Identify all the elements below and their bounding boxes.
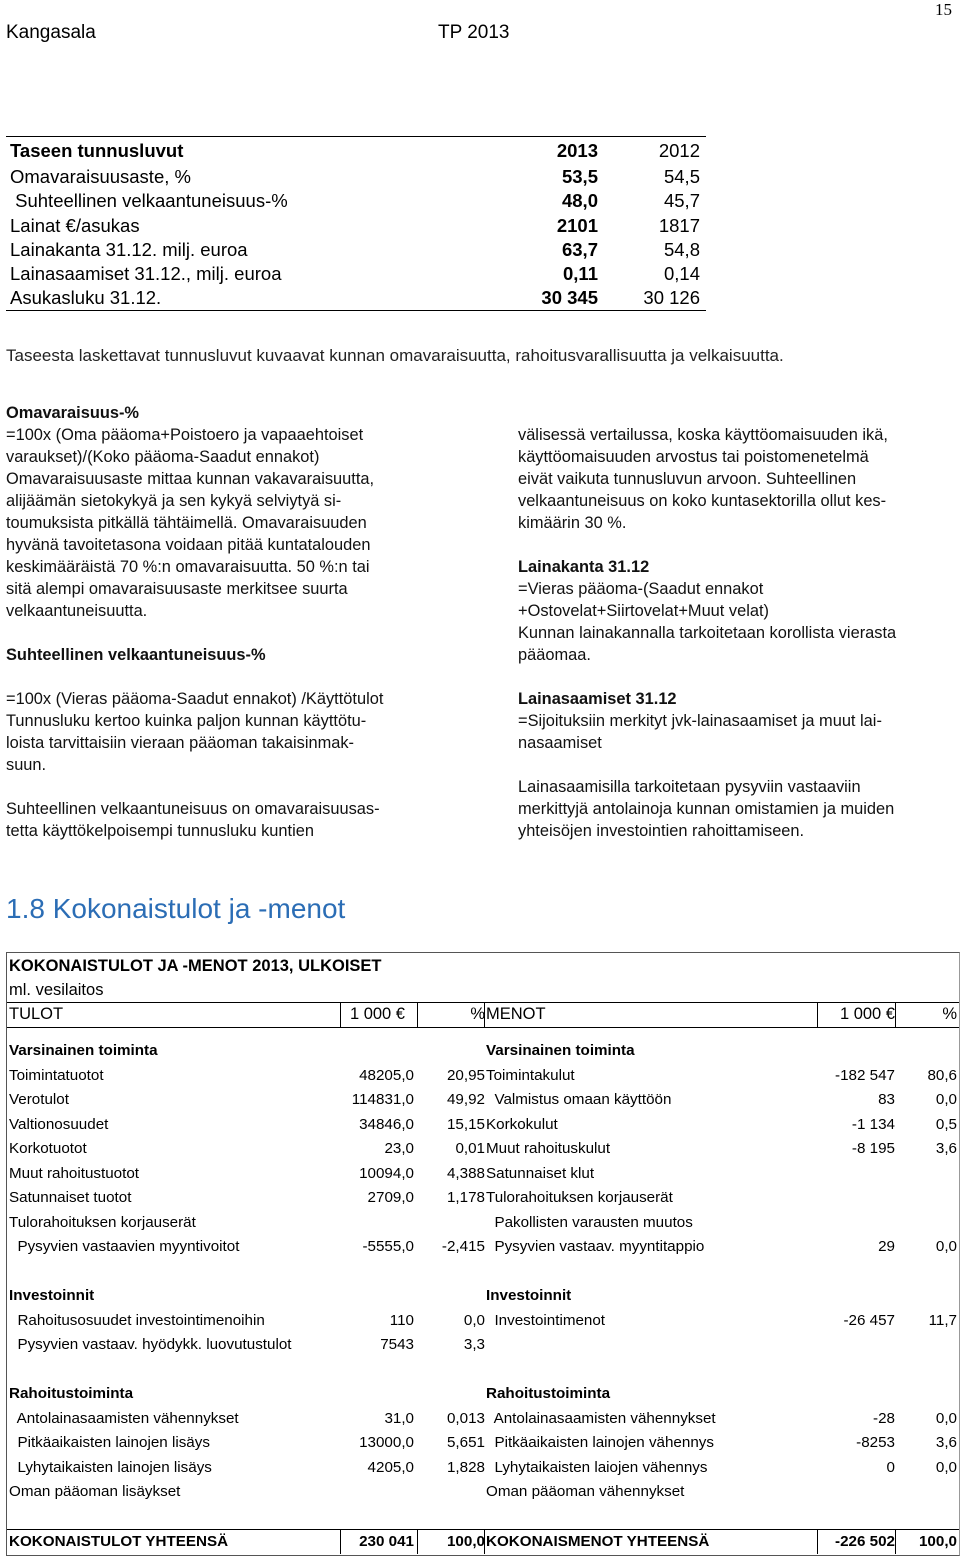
key-figure-label: Lainakanta 31.12. milj. euroa	[10, 238, 248, 260]
ke-table-row	[7, 1186, 959, 1211]
ke-table-row	[7, 1382, 959, 1407]
expense-label: Muut rahoituskulut	[486, 1140, 611, 1157]
text-line: suun.	[6, 756, 47, 774]
text-line: Omavaraisuusaste mittaa kunnan vakavaraisuutta,	[6, 470, 375, 488]
key-figure-2013: 53,5	[561, 166, 598, 188]
income-value: 10094,0	[359, 1164, 414, 1182]
ke-header-unit-left: 1 000 €	[349, 1005, 405, 1023]
ke-table-row	[7, 1137, 959, 1162]
income-pct: 0,013	[446, 1409, 485, 1427]
total-expense-label: KOKONAISMENOT YHTEENSÄ	[486, 1533, 710, 1550]
income-label: Rahoitustoiminta	[9, 1385, 134, 1402]
income-value: 31,0	[384, 1409, 414, 1427]
income-pct: 20,95	[446, 1066, 485, 1084]
right-text-column	[518, 424, 958, 842]
income-pct: -2,415	[441, 1238, 485, 1255]
text-line: nasaamiset	[518, 734, 602, 752]
ke-vline	[340, 1002, 341, 1027]
income-label: Oman pääoman lisäykset	[9, 1483, 181, 1500]
income-expenditure-table	[6, 952, 960, 1556]
ke-header-unit-right: 1 000 €	[839, 1005, 895, 1023]
key-figure-2013: 30 345	[541, 287, 598, 309]
income-value: 4205,0	[367, 1458, 414, 1476]
expense-pct: 0,0	[935, 1409, 957, 1427]
text-line: sitä alempi omavaraisuusaste merkitsee suurta	[6, 580, 348, 598]
income-label: Lyhytaikaisten lainojen lisäys	[9, 1458, 212, 1476]
ke-table-row	[7, 1113, 959, 1138]
expense-pct: 0,0	[935, 1238, 957, 1255]
ke-header-menot: MENOT	[486, 1005, 546, 1023]
income-label: Muut rahoitustuotot	[9, 1164, 140, 1182]
expense-pct: 0,0	[935, 1091, 957, 1108]
section-title: 1.8 Kokonaistulot ja -menot	[6, 893, 346, 924]
text-line: yhteisöjen investointien rahoittamiseen.	[518, 822, 805, 840]
income-label: Toimintatuotot	[9, 1066, 104, 1084]
expense-value: 0	[886, 1458, 895, 1476]
text-line: kimäärin 30 %.	[518, 514, 627, 532]
income-label: Valtionosuudet	[9, 1115, 109, 1133]
key-figure-2013: 2101	[556, 214, 598, 236]
income-label: Verotulot	[9, 1091, 69, 1108]
ke-table-row	[7, 1088, 959, 1113]
text-line: +Ostovelat+Siirtovelat+Muut velat)	[518, 602, 769, 620]
text-line: Lainasaamisilla tarkoitetaan pysyviin vastaaviin	[518, 778, 861, 796]
text-line: Suhteellinen velkaantuneisuus on omavaraisuusas-	[6, 800, 380, 818]
ke-table-row	[7, 1260, 959, 1285]
expense-value: 29	[878, 1238, 895, 1255]
expense-label: Pakollisten varausten muutos	[486, 1213, 693, 1231]
key-figure-2012: 54,8	[663, 238, 700, 260]
ke-vline	[817, 1529, 818, 1554]
expense-pct: 80,6	[927, 1066, 957, 1084]
expense-label: Pysyvien vastaav. myyntitappio	[486, 1238, 705, 1255]
income-value: 2709,0	[367, 1189, 414, 1206]
expense-value: -182 547	[835, 1066, 895, 1084]
key-figure-row	[6, 262, 706, 286]
expense-label: Oman pääoman vähennykset	[486, 1483, 685, 1500]
ke-table-row	[7, 1064, 959, 1089]
key-figures-header	[6, 139, 706, 163]
income-pct: 0,01	[455, 1140, 485, 1157]
ke-vline	[895, 1002, 896, 1027]
expense-label: Pitkäaikaisten lainojen vähennys	[486, 1434, 714, 1451]
heading-lainakanta: Lainakanta 31.12	[518, 558, 650, 576]
expense-label: Tulorahoituksen korjauserät	[486, 1189, 673, 1206]
key-figure-row	[6, 165, 706, 189]
ke-title: KOKONAISTULOT JA -MENOT 2013, ULKOISET	[9, 957, 382, 975]
income-value: 114831,0	[351, 1091, 414, 1108]
income-label: Korkotuotot	[9, 1140, 87, 1157]
income-pct: 1,828	[446, 1458, 485, 1476]
expense-label: Lyhytaikaisten laiojen vähennys	[486, 1458, 708, 1476]
expense-label: Rahoitustoiminta	[486, 1385, 611, 1402]
ke-vline	[340, 1529, 341, 1554]
expense-value: -1 134	[851, 1115, 895, 1133]
total-income-value: 230 041	[359, 1533, 414, 1550]
key-figure-label: Suhteellinen velkaantuneisuus-%	[10, 190, 288, 212]
key-figure-row	[6, 189, 706, 213]
header-plan: TP 2013	[438, 22, 510, 43]
heading-omavaraisuus: Omavaraisuus-%	[6, 404, 140, 422]
key-figure-2012: 30 126	[643, 287, 700, 309]
ke-table-row	[7, 1333, 959, 1358]
key-figure-label: Omavaraisuusaste, %	[10, 166, 191, 188]
income-value: 23,0	[384, 1140, 414, 1157]
expense-pct: 3,6	[935, 1434, 957, 1451]
text-line: välisessä vertailussa, koska käyttöomaisuuden ikä,	[518, 426, 888, 444]
header-municipality: Kangasala	[6, 22, 96, 43]
expense-pct: 3,6	[935, 1140, 957, 1157]
ke-header-pct-right: %	[942, 1005, 957, 1023]
key-figure-label: Lainat €/asukas	[10, 214, 140, 236]
ke-vline	[817, 1002, 818, 1027]
income-value: -5555,0	[362, 1238, 414, 1255]
key-figure-label: Lainasaamiset 31.12., milj. euroa	[10, 263, 282, 285]
page-number: 15	[935, 0, 952, 19]
key-figure-2012: 0,14	[663, 263, 700, 285]
text-line: varaukset)/(Koko pääoma-Saadut ennakot)	[6, 448, 320, 466]
income-pct: 49,92	[446, 1091, 485, 1108]
ke-vline	[417, 1002, 418, 1027]
income-value: 13000,0	[359, 1434, 414, 1451]
ke-table-row	[7, 1431, 959, 1456]
text-line: Tunnusluku kertoo kuinka paljon kunnan käyttötu-	[6, 712, 367, 730]
text-line: keskimääräistä 70 %:n omavaraisuutta. 50 %:n tai	[6, 558, 370, 576]
income-value: 7543	[380, 1336, 414, 1353]
key-figure-2012: 54,5	[663, 166, 700, 188]
key-figures-title: Taseen tunnusluvut	[10, 140, 184, 162]
expense-pct: 0,5	[935, 1115, 957, 1133]
ke-vline	[484, 1002, 485, 1027]
text-line: toumuksista pitkällä tähtäimellä. Omavaraisuuden	[6, 514, 367, 532]
ke-table-row	[7, 1407, 959, 1432]
income-label: Rahoitusosuudet investointimenoihin	[9, 1311, 265, 1329]
key-figure-label: Asukasluku 31.12.	[10, 287, 162, 309]
key-figure-2012: 1817	[658, 214, 700, 236]
expense-value: -28	[873, 1409, 895, 1427]
ke-table-row	[7, 1456, 959, 1481]
expense-label: Varsinainen toiminta	[486, 1042, 635, 1059]
key-figure-row	[6, 214, 706, 238]
income-label: Antolainasaamisten vähennykset	[9, 1409, 239, 1427]
income-label: Pysyvien vastaavien myyntivoitot	[9, 1238, 240, 1255]
expense-label: Korkokulut	[486, 1115, 558, 1133]
expense-pct: 0,0	[935, 1458, 957, 1476]
expense-value: -8 195	[851, 1140, 895, 1157]
ke-subtitle: ml. vesilaitos	[9, 981, 104, 999]
text-line: =100x (Vieras pääoma-Saadut ennakot) /Käyttötulot	[6, 690, 384, 708]
income-pct: 15,15	[446, 1115, 485, 1133]
heading-lainasaamiset: Lainasaamiset 31.12	[518, 690, 677, 708]
income-pct: 4,388	[446, 1164, 485, 1182]
ke-title-row	[7, 954, 959, 979]
key-figure-2012: 45,7	[663, 190, 700, 212]
heading-suhteellinen: Suhteellinen velkaantuneisuus-%	[6, 646, 266, 664]
year-2012: 2012	[658, 140, 700, 162]
ke-header-bottom-line	[7, 1027, 959, 1028]
ke-vline	[417, 1529, 418, 1554]
key-figures-table	[6, 136, 706, 311]
ke-table-row	[7, 1162, 959, 1187]
income-label: Pitkäaikaisten lainojen lisäys	[9, 1434, 210, 1451]
total-income-label: KOKONAISTULOT YHTEENSÄ	[9, 1533, 229, 1550]
income-label: Pysyvien vastaav. hyödykk. luovutustulot	[9, 1336, 292, 1353]
ke-table-row	[7, 1235, 959, 1260]
expense-value: -8253	[856, 1434, 895, 1451]
expense-label: Investointimenot	[486, 1311, 606, 1329]
text-line: velkaantuneisuus on koko kuntasektorilla ollut kes-	[518, 492, 887, 510]
text-line: velkaantuneisuutta.	[6, 602, 148, 620]
income-label: Investoinnit	[9, 1287, 95, 1304]
expense-label: Toimintakulut	[486, 1066, 575, 1084]
ke-table-row	[7, 1039, 959, 1064]
text-line: =100x (Oma pääoma+Poistoero ja vapaaehtoiset	[6, 426, 364, 444]
text-line: käyttöomaisuuden arvostus tai poistomenetelmä	[518, 448, 869, 466]
income-pct: 5,651	[446, 1434, 485, 1451]
income-pct: 0,0	[463, 1311, 485, 1329]
text-line: pääomaa.	[518, 646, 591, 664]
total-income-pct: 100,0	[446, 1533, 485, 1550]
income-value: 48205,0	[359, 1066, 414, 1084]
text-line: =Sijoituksiin merkityt jvk-lainasaamiset ja muut lai-	[518, 712, 882, 730]
expense-pct: 11,7	[928, 1311, 957, 1329]
expense-value: 83	[878, 1091, 895, 1108]
ke-table-row	[7, 1211, 959, 1236]
ke-header-pct-left: %	[470, 1005, 485, 1023]
key-figure-row	[6, 238, 706, 262]
ke-subtitle-row	[7, 978, 959, 1003]
key-figure-2013: 63,7	[561, 238, 598, 260]
text-line: eivät vaikuta tunnusluvun arvoon. Suhteellinen	[518, 470, 857, 488]
income-value: 34846,0	[359, 1115, 414, 1133]
text-line: hyvänä tavoitetasona voidaan pitää kuntatalouden	[6, 536, 371, 554]
income-label: Varsinainen toiminta	[9, 1042, 158, 1059]
intro-text: Taseesta laskettavat tunnusluvut kuvaavat kunnan omavaraisuutta, rahoitusvarallisuutta ja velkaisuutta.	[6, 346, 784, 365]
income-pct: 3,3	[463, 1336, 485, 1353]
expense-label: Antolainasaamisten vähennykset	[486, 1409, 716, 1427]
text-line: =Vieras pääoma-(Saadut ennakot	[518, 580, 764, 598]
ke-vline	[484, 1529, 485, 1554]
text-line: loista tarvittaisiin vieraan pääoman takaisinmak-	[6, 734, 355, 752]
ke-table-row	[7, 1284, 959, 1309]
income-value: 110	[389, 1311, 414, 1329]
expense-value: -26 457	[843, 1311, 895, 1329]
key-figure-2013: 48,0	[561, 190, 598, 212]
ke-vline	[895, 1529, 896, 1554]
text-line: alijäämän sietokykyä ja sen kykyä selviytyä si-	[6, 492, 342, 510]
total-expense-pct: 100,0	[918, 1533, 957, 1550]
text-line: tetta käyttökelpoisempi tunnusluku kuntien	[6, 822, 314, 840]
key-figure-row	[6, 286, 706, 310]
expense-label: Satunnaiset klut	[486, 1164, 595, 1182]
key-figure-2013: 0,11	[563, 263, 598, 285]
ke-header-tulot: TULOT	[9, 1005, 64, 1023]
ke-table-row	[7, 1358, 959, 1383]
year-2013: 2013	[556, 140, 598, 162]
total-expense-value: -226 502	[835, 1533, 895, 1550]
left-text-column	[6, 402, 486, 842]
ke-table-row	[7, 1309, 959, 1334]
expense-label: Valmistus omaan käyttöön	[486, 1091, 672, 1108]
text-line: merkittyjä antolainoja kunnan omistamien ja muiden	[518, 800, 895, 818]
ke-table-row	[7, 1480, 959, 1505]
text-line: Kunnan lainakannalla tarkoitetaan korollista vierasta	[518, 624, 897, 642]
expense-label: Investoinnit	[486, 1287, 572, 1304]
income-label: Satunnaiset tuotot	[9, 1189, 132, 1206]
income-pct: 1,178	[446, 1189, 485, 1206]
income-label: Tulorahoituksen korjauserät	[9, 1213, 196, 1231]
